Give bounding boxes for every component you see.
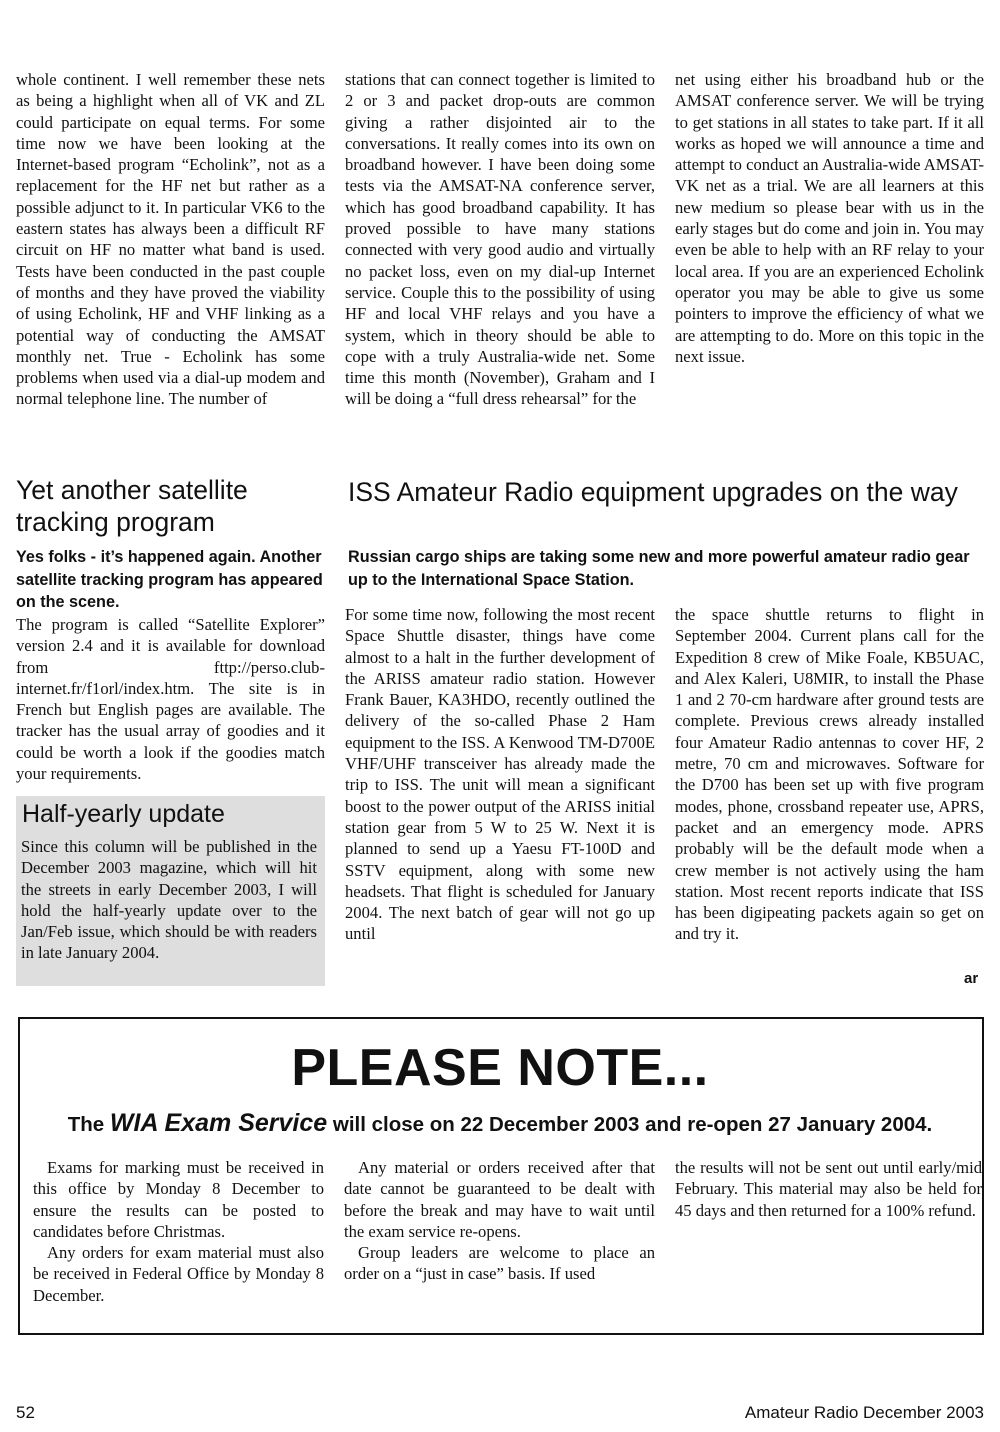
notice-c1-paragraph-1: Exams for marking must be received in this office by Monday 8 December to ensure the results can be posted to candidates before Christmas. xyxy=(33,1158,324,1241)
publication-footer: Amateur Radio December 2003 xyxy=(744,1403,984,1422)
iss-column-2 xyxy=(675,604,984,945)
tracker-standfirst: Yes folks - it’s happened again. Another satellite tracking program has appeared on the scene. xyxy=(16,548,323,611)
iss-paragraph-2: the space shuttle returns to flight in September 2004. Current plans call for the Expedition 8 crew of Mike Foale, KB5UAC, and Alex Kaleri, U8MIR, to install the Phase 1 and 2 70-cm hardware after ground tests are complete. Previous crews already installed four Amateur Radio antennas to cover HF, 2 metre, 70 cm and microwaves. Software for the D700 has been set up with five program modes, phone, crossband repeater use, APRS, packet and an emergency mode. APRS probably will be the default mode when a crew member is not actively using the ham station. Most recent reports indicate that ISS has been digipeating packets again so get on and try it. xyxy=(675,605,984,944)
intro-column-2 xyxy=(345,69,655,410)
notice-c2-paragraph-2: Group leaders are welcome to place an order on a “just in case” basis. If used xyxy=(344,1243,655,1284)
intro-paragraph-2: stations that can connect together is limited to 2 or 3 and packet drop-outs are common giving a rather disjointed air to the conversations. It really comes into its own on broadband however. I have been doing some tests via the AMSAT-NA conference server, which has good broadband capability. It has proved possible to have many stations connected with very good audio and virtually no packet loss, even on my dial-up Internet service. Couple this to the possibility of using HF and local VHF relays and you have a system, which in theory should be able to cope with a truly Australia-wide net. Some time this month (November), Graham and I will be doing a “full dress rehearsal” for the xyxy=(345,70,655,409)
page-number: 52 xyxy=(16,1403,35,1422)
tracker-paragraph: The program is called “Satellite Explorer” version 2.4 and it is available for download from fttp://perso.club-internet.fr/f1orl/index.htm. The site is in French but English pages are available. The tracker has the usual array of goodies and it could be worth a look if the goodies match your requirements. xyxy=(16,615,325,784)
half-yearly-heading: Half-yearly update xyxy=(22,800,225,828)
notice-column-1 xyxy=(33,1157,324,1306)
notice-c3-paragraph-1: the results will not be sent out until early/mid February. This material may also be held for 45 days and then returned for a 100% refund. xyxy=(675,1158,982,1220)
notice-title: PLEASE NOTE... xyxy=(291,1039,709,1097)
notice-exam-service: WIA Exam Service xyxy=(109,1109,328,1137)
notice-column-2 xyxy=(344,1157,655,1285)
iss-paragraph-1: For some time now, following the most recent Space Shuttle disaster, things have come almost to a halt in the further development of the ARISS amateur radio station. However Frank Bauer, KA3HDO, recently outlined the delivery of the so-called Phase 2 Ham equipment to the ISS. A Kenwood TM-D700E VHF/UHF transceiver has already made the trip to ISS. The unit will mean a significant boost to the power output of the ARISS initial station gear from 5 W to 25 W. Next it is planned to send up a Yaesu FT-100D and SSTV equipment, along with some new headsets. That flight is scheduled for January 2004. The next batch of gear will not go up until xyxy=(345,605,655,944)
notice-c1-paragraph-2: Any orders for exam material must also be received in Federal Office by Monday 8 December. xyxy=(33,1243,324,1305)
tracker-body xyxy=(16,614,325,784)
iss-heading: ISS Amateur Radio equipment upgrades on the way xyxy=(348,477,958,507)
half-yearly-paragraph: Since this column will be published in the December 2003 magazine, which will hit the streets in early December 2003, I will hold the half-yearly update over to the Jan/Feb issue, which should be with readers in late January 2004. xyxy=(21,837,317,963)
notice-subtitle xyxy=(0,1109,1000,1139)
notice-c2-paragraph-1: Any material or orders received after that date cannot be guaranteed to be dealt with before the break and may have to wait until the exam service re-opens. xyxy=(344,1158,655,1241)
article-end-mark: ar xyxy=(964,970,979,987)
iss-column-1 xyxy=(345,604,655,945)
intro-column-3 xyxy=(675,69,984,367)
iss-standfirst: Russian cargo ships are taking some new and more powerful amateur radio gear up to the International Space Station. xyxy=(348,548,970,589)
notice-column-3 xyxy=(675,1157,982,1221)
intro-column-1 xyxy=(16,69,325,410)
tracker-heading: Yet another satellite tracking program xyxy=(16,475,248,537)
intro-paragraph-1: whole continent. I well remember these nets as being a highlight when all of VK and ZL could participate on equal terms. For some time now we have been looking at the Internet-based program “Echolink”, not as a replacement for the HF net but rather as a possible adjunct to it. In particular VK6 to the eastern states has always been a difficult RF circuit on HF no matter what band is used. Tests have been conducted in the past couple of months and they have proved the viability of using Echolink, HF and VHF linking as a potential way of conducting the AMSAT monthly net. True - Echolink has some problems when used via a dial-up modem and normal telephone line. The number of xyxy=(16,70,325,409)
notice-sub-suffix: will close on 22 December 2003 and re-open 27 January 2004. xyxy=(327,1113,933,1136)
intro-paragraph-3: net using either his broadband hub or the AMSAT conference server. We will be trying to get stations in all states to take part. If it all works as hoped we will announce a time and attempt to conduct an Australia-wide AMSAT-VK net as a trial. We are all learners at this new medium so please bear with us in the early stages but do come and join in. You may even be able to help with an RF relay to your local area. If you are an experienced Echolink operator you may be able to give us some pointers to improve the efficiency of what we are attempting to do. More on this topic in the next issue. xyxy=(675,70,984,366)
notice-sub-prefix: The xyxy=(67,1113,110,1136)
half-yearly-body xyxy=(21,836,317,964)
